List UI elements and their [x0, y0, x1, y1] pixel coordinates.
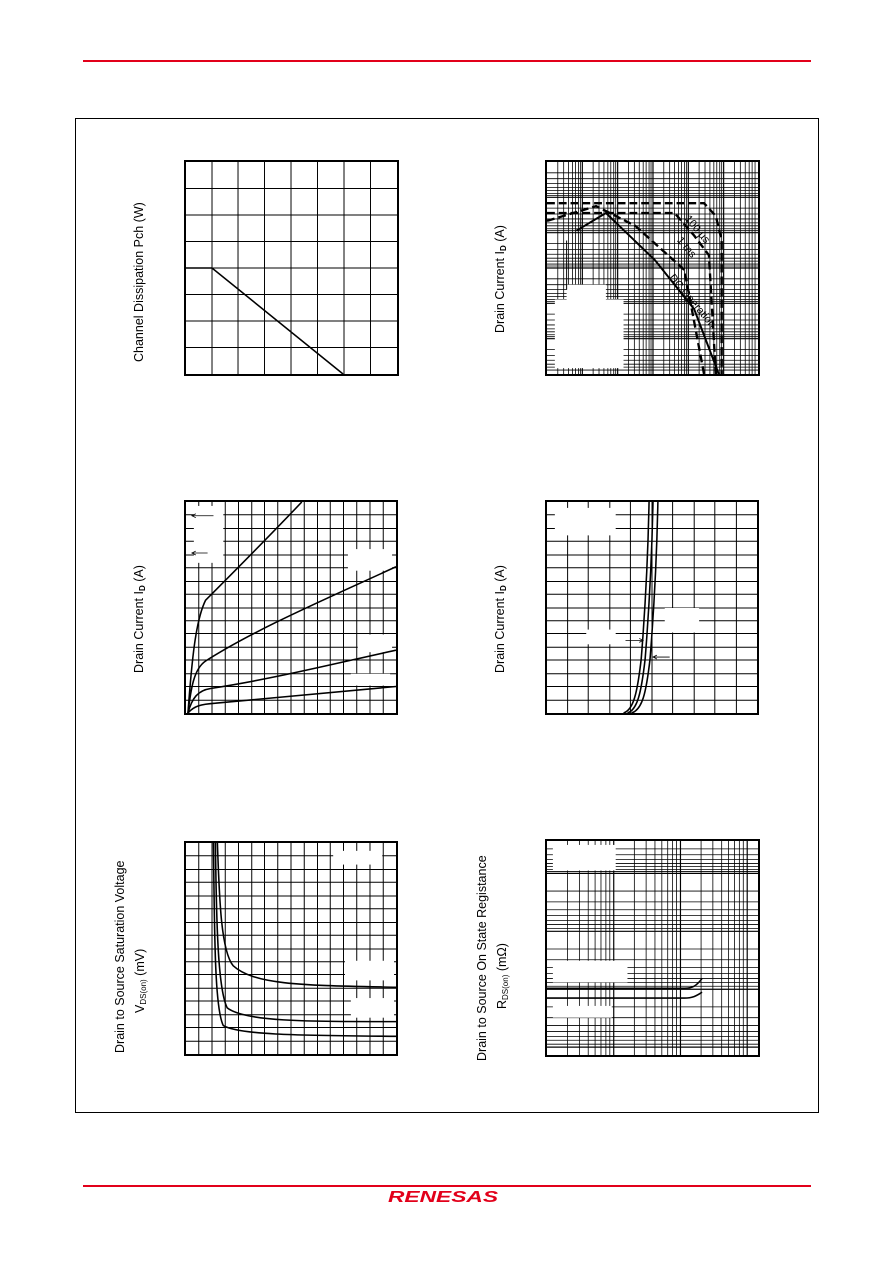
- pch-plot: [184, 160, 399, 376]
- soa-plot: [545, 160, 760, 376]
- soa-100us-label: 100 µs: [682, 213, 713, 246]
- soa-1ms-label: 1 ms: [674, 234, 699, 261]
- renesas-logo: [386, 1186, 502, 1206]
- transfer-ylabel: Drain Current $I_D$ (A): [493, 565, 508, 673]
- soa-ylabel: Drain Current $I_D$ (A): [493, 225, 508, 333]
- rds-plot: [545, 839, 760, 1057]
- svg-text:RENESAS: RENESAS: [388, 1189, 499, 1206]
- rds-curve-2: [547, 992, 702, 998]
- rds-ylabel: Drain to Source On State Registance $R_{DS(on)}$ (mΩ): [475, 855, 510, 1061]
- vds-ylabel: Drain to Source Saturation Voltage $V_{DS(on)}$ (mV): [113, 860, 148, 1053]
- soa-dc-label: DC Operation: [666, 272, 718, 331]
- vds-plot: [184, 841, 398, 1056]
- transfer-plot: [545, 500, 759, 715]
- pch-ylabel: Channel Dissipation Pch (W): [132, 202, 146, 362]
- output-ylabel: Drain Current $I_D$ (A): [132, 565, 147, 673]
- header-rule: [83, 60, 811, 62]
- output-plot: [184, 500, 398, 715]
